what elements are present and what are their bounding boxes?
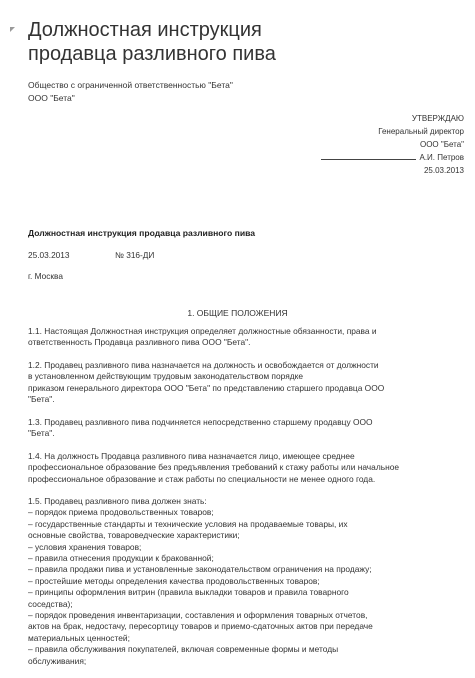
approve-label: УТВЕРЖДАЮ — [411, 114, 464, 123]
document-number: № 316-ДИ — [115, 250, 155, 260]
document-date: 25.03.2013 — [28, 250, 70, 260]
list-item-continuation: актов на брак, недостачу, пересортицу товаров и приемо-сдаточных актов при передаче — [28, 621, 373, 632]
paragraph-line: приказом генерального директора ООО "Бета" по представлению старшего продавца ООО — [28, 382, 385, 393]
paragraph-line: "Бета". — [28, 428, 55, 439]
organization-block — [28, 79, 233, 105]
paragraph-line: ответственность Продавца разливного пива ООО "Бета". — [28, 337, 251, 348]
list-item: – правила обслуживания покупателей, включая современные формы и методы — [28, 644, 339, 655]
list-item: – принципы оформления витрин (правила выкладки товаров и правила товарного — [28, 587, 349, 598]
list-item: – простейшие методы определения качества продовольственных товаров; — [28, 575, 320, 586]
list-item-continuation: обслуживания; — [28, 655, 87, 666]
approver-position: Генеральный директор — [378, 127, 464, 136]
title-line: продавца разливного пива — [28, 43, 276, 65]
paragraph-line: в установленном действующим трудовым законодательством порядке — [28, 371, 304, 382]
list-item: – порядок проведения инвентаризации, составления и оформления товарных отчетов, — [28, 610, 368, 621]
corner-marker-icon — [10, 27, 15, 32]
paragraph-1-5 — [28, 496, 468, 667]
list-item-continuation: основные свойства, товароведческие характеристики; — [28, 530, 240, 541]
paragraph-line: 1.3. Продавец разливного пива подчиняется непосредственно старшему продавцу ООО — [28, 417, 373, 427]
document-city: г. Москва — [28, 271, 63, 281]
section-title: 1. ОБЩИЕ ПОЛОЖЕНИЯ — [187, 308, 288, 318]
paragraph-line: 1.5. Продавец разливного пива должен знать: — [28, 496, 207, 506]
signature-line — [321, 151, 416, 160]
paragraph-line: "Бета". — [28, 394, 55, 405]
list-item: – государственные стандарты и технические условия на продаваемые товары, их — [28, 518, 348, 529]
paragraph-line: профессиональное образование без предъявления требований к стажу работы или начальное — [28, 462, 400, 473]
organization-full-name: Общество с ограниченной ответственностью "Бета" — [28, 80, 233, 90]
document-title — [28, 18, 276, 66]
list-item: – условия хранения товаров; — [28, 541, 142, 552]
organization-short-name: ООО "Бета" — [28, 93, 75, 103]
paragraph-1-3 — [28, 417, 468, 440]
approval-date: 25.03.2013 — [423, 166, 464, 175]
approval-block — [321, 112, 465, 177]
paragraph-line: профессиональное образование и стаж работы по специальности не менее одного года. — [28, 473, 376, 484]
list-item: – правила отнесения продукции к бракованной; — [28, 553, 214, 564]
list-item-continuation: материальных ценностей; — [28, 632, 130, 643]
paragraph-1-2 — [28, 360, 468, 406]
document-meta — [28, 250, 155, 260]
list-item-continuation: соседства); — [28, 598, 73, 609]
signature-row — [321, 151, 465, 164]
title-line: Должностная инструкция — [28, 19, 262, 41]
list-item: – правила продажи пива и установленные законодательством ограничения на продажу; — [28, 564, 372, 575]
paragraph-line: 1.2. Продавец разливного пива назначается на должность и освобождается от должности — [28, 360, 379, 370]
approver-company: ООО "Бета" — [419, 140, 464, 149]
paragraph-1-1 — [28, 326, 468, 349]
approver-name: А.И. Петров — [419, 153, 464, 162]
document-heading: Должностная инструкция продавца разливного пива — [28, 228, 256, 238]
paragraph-line: 1.4. На должность Продавца разливного пива назначается лицо, имеющее среднее — [28, 451, 355, 461]
paragraph-1-4 — [28, 451, 468, 485]
list-item: – порядок приема продовольственных товаров; — [28, 507, 214, 518]
paragraph-line: 1.1. Настоящая Должностная инструкция определяет должностные обязанности, права и — [28, 326, 377, 336]
